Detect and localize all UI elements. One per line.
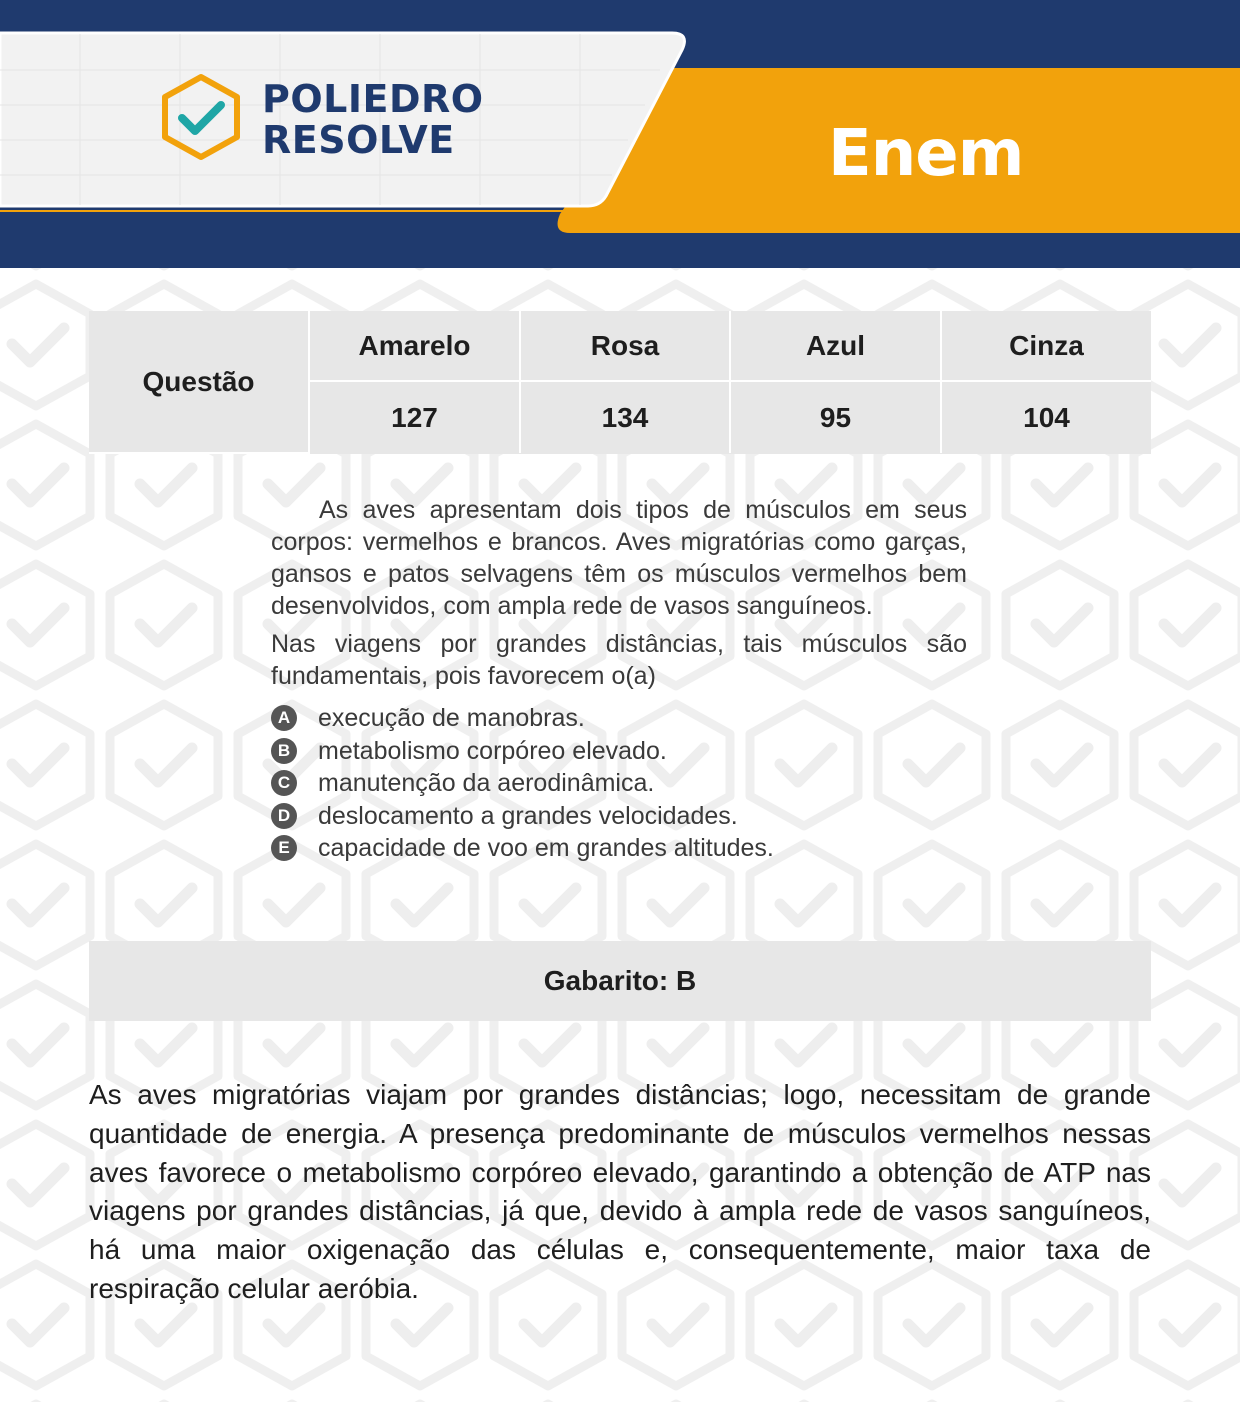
option-d-letter: D: [271, 803, 297, 829]
option-c-letter: C: [271, 770, 297, 796]
answer-key-bar: [89, 941, 1151, 1021]
check-hexagon-icon: [158, 72, 244, 162]
question-statement: [271, 494, 967, 865]
color-cinza: Cinza: [941, 311, 1151, 381]
color-amarelo: Amarelo: [309, 311, 520, 381]
option-c-text: manutenção da aerodinâmica.: [318, 769, 655, 798]
header-banner: [0, 0, 1240, 268]
row-label-questao: Questão: [89, 311, 309, 453]
option-b-letter: B: [271, 738, 297, 764]
statement-paragraph-1: As aves apresentam dois tipos de músculos em seus corpos: vermelhos e brancos. Aves migratórias como garças, gansos e patos selvagens têm os músculos vermelhos bem desenvolvidos, com ampla rede de vasos sanguíneos.: [271, 496, 967, 620]
option-c: [271, 767, 967, 800]
answer-options: [271, 702, 967, 865]
option-b-text: metabolismo corpóreo elevado.: [318, 736, 667, 765]
brand-line1: POLIEDRO: [262, 77, 484, 121]
number-cinza: 104: [941, 381, 1151, 453]
option-e-text: capacidade de voo em grandes altitudes.: [318, 834, 774, 863]
option-a-text: execução de manobras.: [318, 704, 585, 733]
option-b: [271, 735, 967, 768]
option-a-letter: A: [271, 705, 297, 731]
option-d: [271, 800, 967, 833]
option-d-text: deslocamento a grandes velocidades.: [318, 801, 738, 830]
option-e: [271, 832, 967, 865]
color-rosa: Rosa: [520, 311, 730, 381]
option-e-letter: E: [271, 835, 297, 861]
brand-line2: RESOLVE: [262, 118, 455, 162]
explanation-text: As aves migratórias viajam por grandes distâncias; logo, necessitam de grande quantidade de energia. A presença predominante de músculos vermelhos nessas aves favorece o metabolismo corpóreo elevado, garantindo a obtenção de ATP nas viagens por grandes distâncias, já que, devido à ampla rede de vasos sanguíneos, há uma maior oxigenação das células e, consequentemente, maior taxa de respiração celular aeróbia.: [89, 1079, 1151, 1304]
statement-paragraph-2: Nas viagens por grandes distâncias, tais músculos são fundamentais, pois favorecem o(a): [271, 630, 967, 690]
color-azul: Azul: [730, 311, 941, 381]
exam-title: Enem: [828, 117, 1024, 191]
question-table: [89, 311, 1151, 454]
answer-key-label: Gabarito: B: [543, 965, 697, 996]
number-rosa: 134: [520, 381, 730, 453]
number-amarelo: 127: [309, 381, 520, 453]
option-a: [271, 702, 967, 735]
number-azul: 95: [730, 381, 941, 453]
